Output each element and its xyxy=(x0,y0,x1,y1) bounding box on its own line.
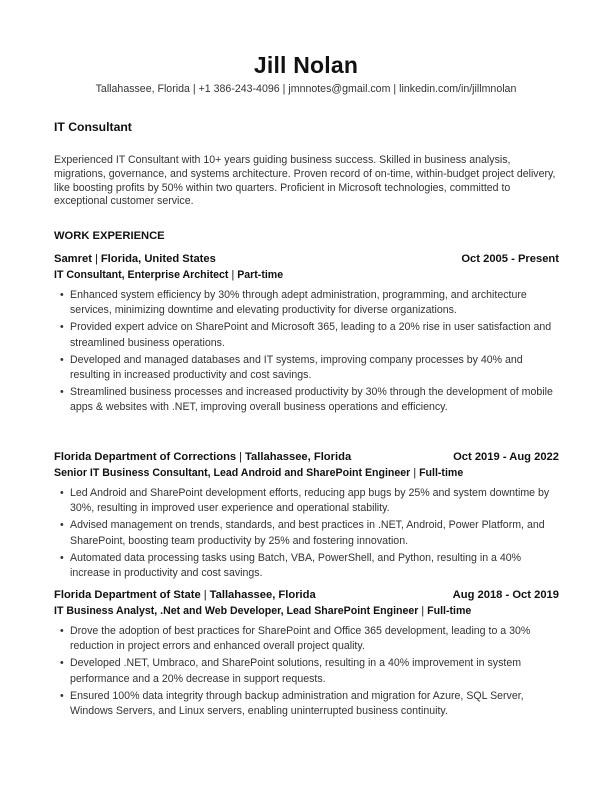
job-dates: Oct 2019 - Aug 2022 xyxy=(453,451,559,463)
job-type: Part-time xyxy=(237,269,284,281)
bullet-text: Provided expert advice on SharePoint and Microsoft 365, leading to a 20% rise in user satisfaction and streamlined business operations. xyxy=(70,321,552,349)
list-item: • Led Android and SharePoint development efforts, reducing app bugs by 25% and system downtime by 30%, resulting in improved user experience and operational stability. xyxy=(60,487,550,515)
job-role-line xyxy=(54,603,559,619)
job-separator: | xyxy=(231,269,235,281)
contact-email[interactable]: jmnnotes@gmail.com xyxy=(288,83,391,95)
list-item: • Enhanced system efficiency by 30% through adept administration, programming, and architecture services, minimizing downtime and elevating productivity for diverse organizations. xyxy=(60,289,527,317)
job-bullets xyxy=(54,624,559,719)
contact-separator: | xyxy=(393,83,397,95)
list-item: • Ensured 100% data integrity through backup administration and migration for Azure, SQL Server, Windows Servers, and Linux servers, enabling uninterrupted business continuity. xyxy=(60,689,524,718)
job-company-location xyxy=(54,449,351,465)
list-item: • Developed .NET, Umbraco, and SharePoint solutions, resulting in a 40% improvement in system performance and a 20% decrease in support requests. xyxy=(60,657,522,685)
job-role: Senior IT Business Consultant, Lead Android and SharePoint Engineer xyxy=(54,467,411,479)
bullet-text: Ensured 100% data integrity through backup administration and migration for Azure, SQL Server, Windows Servers, and Linux servers, enabling uninterrupted business continuity. xyxy=(70,689,524,718)
job-company-location xyxy=(54,587,316,603)
job-entry xyxy=(54,449,559,583)
bullet-text: Developed .NET, Umbraco, and SharePoint solutions, resulting in a 40% improvement in system performance and a 20% decrease in support requests. xyxy=(70,657,522,685)
bullet-text: Advised management on trends, standards, and best practices in .NET, Android, Power Platform, and SharePoint, boosting team productivity by 25% and fostering innovation. xyxy=(70,519,545,547)
contact-linkedin[interactable]: linkedin.com/in/jillmnolan xyxy=(399,83,517,95)
work-experience-heading: WORK EXPERIENCE xyxy=(54,230,165,242)
job-header xyxy=(54,251,559,267)
job-separator: | xyxy=(94,253,98,265)
job-role: IT Business Analyst, .Net and Web Developer, Lead SharePoint Engineer xyxy=(54,605,419,617)
job-type: Full-time xyxy=(427,605,472,617)
contact-separator: | xyxy=(282,83,286,95)
contact-line xyxy=(0,83,612,95)
job-dates: Oct 2005 - Present xyxy=(461,253,559,265)
contact-separator: | xyxy=(192,83,196,95)
job-role: IT Consultant, Enterprise Architect xyxy=(54,269,229,281)
list-item: • Drove the adoption of best practices for SharePoint and Office 365 development, leading to a 30% reduction in project errors and enhanced overall project quality. xyxy=(60,625,531,653)
bullet-text: Led Android and SharePoint development efforts, reducing app bugs by 25% and system downtime by 30%, resulting in improved user experience and operational stability. xyxy=(70,487,550,515)
job-role-line xyxy=(54,465,559,481)
job-company-location xyxy=(54,251,216,267)
job-location: Florida, United States xyxy=(100,253,216,265)
contact-phone: +1 386-243-4096 xyxy=(198,83,280,95)
job-entry xyxy=(54,587,559,721)
job-separator: | xyxy=(413,467,417,479)
job-separator: | xyxy=(421,605,425,617)
bullet-text: Drove the adoption of best practices for SharePoint and Office 365 development, leading to a 30% reduction in project errors and enhanced overall project quality. xyxy=(70,625,531,653)
list-item: • Advised management on trends, standards, and best practices in .NET, Android, Power Platform, and SharePoint, boosting team productivity by 25% and fostering innovation. xyxy=(60,519,545,547)
candidate-name: Jill Nolan xyxy=(253,52,359,78)
job-location: Tallahassee, Florida xyxy=(209,589,316,601)
contact-location: Tallahassee, Florida xyxy=(95,83,190,95)
list-item: • Streamlined business processes and increased productivity by 30% through the development of mobile apps & websites with .NET, improving overall business operations and efficiency. xyxy=(60,386,553,414)
job-location: Tallahassee, Florida xyxy=(245,451,352,463)
job-separator: | xyxy=(203,589,207,601)
job-bullets xyxy=(54,288,559,416)
job-company: Florida Department of State xyxy=(54,589,201,601)
job-type: Full-time xyxy=(419,467,464,479)
list-item: • Developed and managed databases and IT systems, improving company processes by 40% and resulting in increased productivity and cost savings. xyxy=(60,353,523,382)
list-item: • Automated data processing tasks using Batch, VBA, PowerShell, and Python, resulting in a 40% increase in productivity and cost savings. xyxy=(60,551,522,580)
job-dates: Aug 2018 - Oct 2019 xyxy=(452,589,559,601)
bullet-text: Streamlined business processes and increased productivity by 30% through the development of mobile apps & websites with .NET, improving overall business operations and efficiency. xyxy=(70,386,553,414)
bullet-text: Developed and managed databases and IT systems, improving company processes by 40% and resulting in increased productivity and cost savings. xyxy=(70,353,523,382)
job-company: Samret xyxy=(54,253,92,265)
job-company: Florida Department of Corrections xyxy=(54,451,237,463)
job-header xyxy=(54,449,559,465)
professional-headline: IT Consultant xyxy=(54,120,132,134)
job-entry xyxy=(54,251,559,418)
job-bullets xyxy=(54,486,559,581)
professional-summary: Experienced IT Consultant with 10+ years guiding business success. Skilled in business analysis, migrations, governance, and systems architecture. Proven record of on-time, within-budget project delivery, like boosting profits by 50% within two quarters. Proficient in Microsoft technologies, committed to exceptional customer service. xyxy=(54,154,556,208)
bullet-text: Automated data processing tasks using Batch, VBA, PowerShell, and Python, resulting in a 40% increase in productivity and cost savings. xyxy=(70,551,522,580)
list-item: • Provided expert advice on SharePoint and Microsoft 365, leading to a 20% rise in user satisfaction and streamlined business operations. xyxy=(60,321,552,349)
job-separator: | xyxy=(239,451,243,463)
bullet-text: Enhanced system efficiency by 30% through adept administration, programming, and architecture services, minimizing downtime and elevating productivity for diverse organizations. xyxy=(70,289,527,317)
job-header xyxy=(54,587,559,603)
job-role-line xyxy=(54,267,559,283)
